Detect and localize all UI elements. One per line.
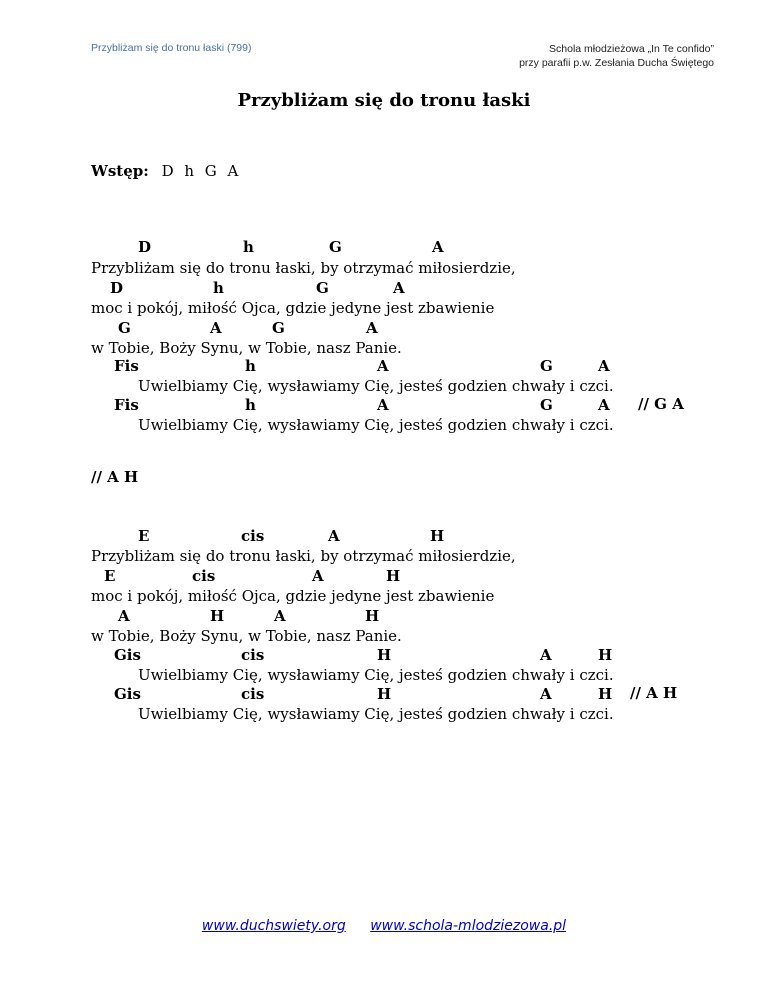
chord: h	[245, 357, 256, 375]
chord: G	[316, 279, 329, 297]
verse2-repeat-marker: // A H	[630, 684, 678, 702]
verse2-chords-3	[0, 606, 768, 626]
verse2-lyric-2	[0, 586, 768, 606]
chord: h	[245, 396, 256, 414]
chord: A	[366, 319, 378, 337]
footer-link-schola[interactable]: www.schola-mlodziezowa.pl	[370, 918, 567, 934]
verse1-lyric-5	[0, 415, 768, 435]
chord: h	[243, 238, 254, 256]
chord: H	[365, 607, 380, 625]
chord: A	[377, 357, 389, 375]
footer-link-duchswiety[interactable]: www.duchswiety.org	[201, 918, 346, 934]
chord: D	[138, 238, 152, 256]
modulation-marker: // A H	[91, 468, 139, 486]
verse1-chords-4	[0, 356, 768, 376]
chord: A	[540, 646, 552, 664]
chord: G	[540, 396, 553, 414]
chord: cis	[241, 685, 265, 703]
chord: A	[274, 607, 286, 625]
lyric-text: Uwielbiamy Cię, wysławiamy Cię, jesteś godzien chwały i czci.	[138, 377, 614, 395]
lyric-text: Przybliżam się do tronu łaski, by otrzymać miłosierdzie,	[91, 547, 516, 565]
verse1-lyric-3	[0, 338, 768, 358]
chord: cis	[241, 646, 265, 664]
chord: G	[272, 319, 285, 337]
lyric-text: Uwielbiamy Cię, wysławiamy Cię, jesteś godzien chwały i czci.	[138, 705, 614, 723]
chord: A	[393, 279, 405, 297]
lyric-text: w Tobie, Boży Synu, w Tobie, nasz Panie.	[91, 627, 402, 645]
verse1-lyric-2	[0, 298, 768, 318]
chord: H	[377, 646, 392, 664]
chord: cis	[241, 527, 265, 545]
chord: A	[118, 607, 130, 625]
verse1-chords-1	[0, 237, 768, 257]
chord: H	[210, 607, 225, 625]
lyric-text: moc i pokój, miłość Ojca, gdzie jedyne jest zbawienie	[91, 299, 495, 317]
lyric-text: Uwielbiamy Cię, wysławiamy Cię, jesteś godzien chwały i czci.	[138, 416, 614, 434]
chord: D	[110, 279, 124, 297]
verse2-lyric-3	[0, 626, 768, 646]
chord: Fis	[114, 357, 139, 375]
verse1-lyric-1	[0, 258, 768, 278]
verse2-lyric-5	[0, 704, 768, 724]
chord: A	[432, 238, 444, 256]
chord: A	[210, 319, 222, 337]
chord: Gis	[114, 646, 141, 664]
chord: h	[213, 279, 224, 297]
verse2-lyric-1	[0, 546, 768, 566]
intro-chords: D h G A	[161, 162, 242, 180]
lyric-text: w Tobie, Boży Synu, w Tobie, nasz Panie.	[91, 339, 402, 357]
verse2-chords-2	[0, 566, 768, 586]
chord: A	[328, 527, 340, 545]
verse1-lyric-4	[0, 376, 768, 396]
chord: A	[312, 567, 324, 585]
verse2-chords-4	[0, 645, 768, 665]
chord: G	[329, 238, 342, 256]
chord: A	[598, 357, 610, 375]
chord: A	[377, 396, 389, 414]
chord: Fis	[114, 396, 139, 414]
lyric-text: Przybliżam się do tronu łaski, by otrzymać miłosierdzie,	[91, 259, 516, 277]
chord: A	[598, 396, 610, 414]
chord: H	[377, 685, 392, 703]
page-header-left: Przybliżam się do tronu łaski (799)	[91, 42, 252, 54]
chord: E	[138, 527, 150, 545]
chord: A	[540, 685, 552, 703]
chord: H	[386, 567, 401, 585]
chord: H	[598, 646, 613, 664]
chord: Gis	[114, 685, 141, 703]
chord: E	[104, 567, 116, 585]
verse1-chords-2	[0, 278, 768, 298]
header-right-line2: przy parafii p.w. Zesłania Ducha Świętego	[519, 57, 714, 69]
lyric-text: moc i pokój, miłość Ojca, gdzie jedyne jest zbawienie	[91, 587, 495, 605]
verse1-repeat-marker: // G A	[638, 395, 684, 413]
chord: H	[430, 527, 445, 545]
song-title: Przybliżam się do tronu łaski	[237, 90, 531, 111]
page-footer	[0, 918, 768, 934]
chord: cis	[192, 567, 216, 585]
chord: G	[118, 319, 131, 337]
header-right-line1: Schola młodzieżowa „In Te confido”	[549, 43, 714, 55]
verse2-chords-1	[0, 526, 768, 546]
verse2-lyric-4	[0, 665, 768, 685]
verse1-chords-3	[0, 318, 768, 338]
intro-label: Wstęp:	[91, 162, 149, 180]
chord: H	[598, 685, 613, 703]
lyric-text: Uwielbiamy Cię, wysławiamy Cię, jesteś godzien chwały i czci.	[138, 666, 614, 684]
chord: G	[540, 357, 553, 375]
